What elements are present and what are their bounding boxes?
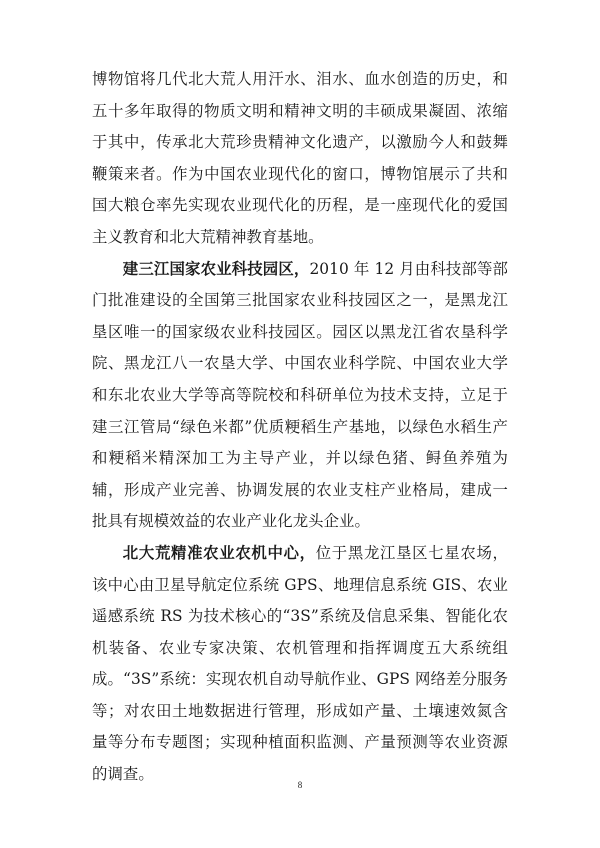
paragraph-jiansanjiang-park [92,254,508,538]
paragraph-precision-agri-heading: 北大荒精准农业农机中心， [122,543,316,562]
paragraph-precision-agri-center [92,538,508,791]
paragraph-jiansanjiang-heading: 建三江国家农业科技园区， [122,259,310,278]
paragraph-jiansanjiang-text: 2010 年 12 月由科技部等部门批准建设的全国第三批国家农业科技园区之一，是黑龙江垦区唯一的国家级农业科技园区。园区以黑龙江省农垦科学院、黑龙江八一农垦大学、中国农业科学院、中国农业大学和东北农业大学等高等院校和科研单位为技术支持，立足于建三江管局“绿色米都”优质粳稻生产基地，以绿色水稻生产和粳稻米精深加工为主导产业，并以绿色猪、鲟鱼养殖为辅，形成产业完善、协调发展的农业支柱产业格局，建成一批具有规模效益的农业产业化龙头企业。 [92,259,508,531]
page-body [92,64,508,791]
paragraph-museum-text: 博物馆将几代北大荒人用汗水、泪水、血水创造的历史，和五十多年取得的物质文明和精神文明的丰硕成果凝固、浓缩于其中，传承北大荒珍贵精神文化遗产，以激励今人和鼓舞鞭策来者。作为中国农业现代化的窗口，博物馆展示了共和国大粮仓率先实现农业现代化的历程，是一座现代化的爱国主义教育和北大荒精神教育基地。 [92,70,508,246]
page-number: 8 [297,780,303,790]
paragraph-museum [92,64,508,254]
paragraph-precision-agri-text: 位于黑龙江垦区七星农场，该中心由卫星导航定位系统 GPS、地理信息系统 GIS、农业遥感系统 RS 为技术核心的“3S”系统及信息采集、智能化农机装备、农业专家决策、农机管理和指挥调度五大系统组成。“3S”系统：实现农机自动导航作业、GPS 网络差分服务等；对农田土地数据进行管理，形成如产量、土壤速效氮含量等分布专题图；实现种植面积监测、产量预测等农业资源的调查。 [92,543,508,784]
